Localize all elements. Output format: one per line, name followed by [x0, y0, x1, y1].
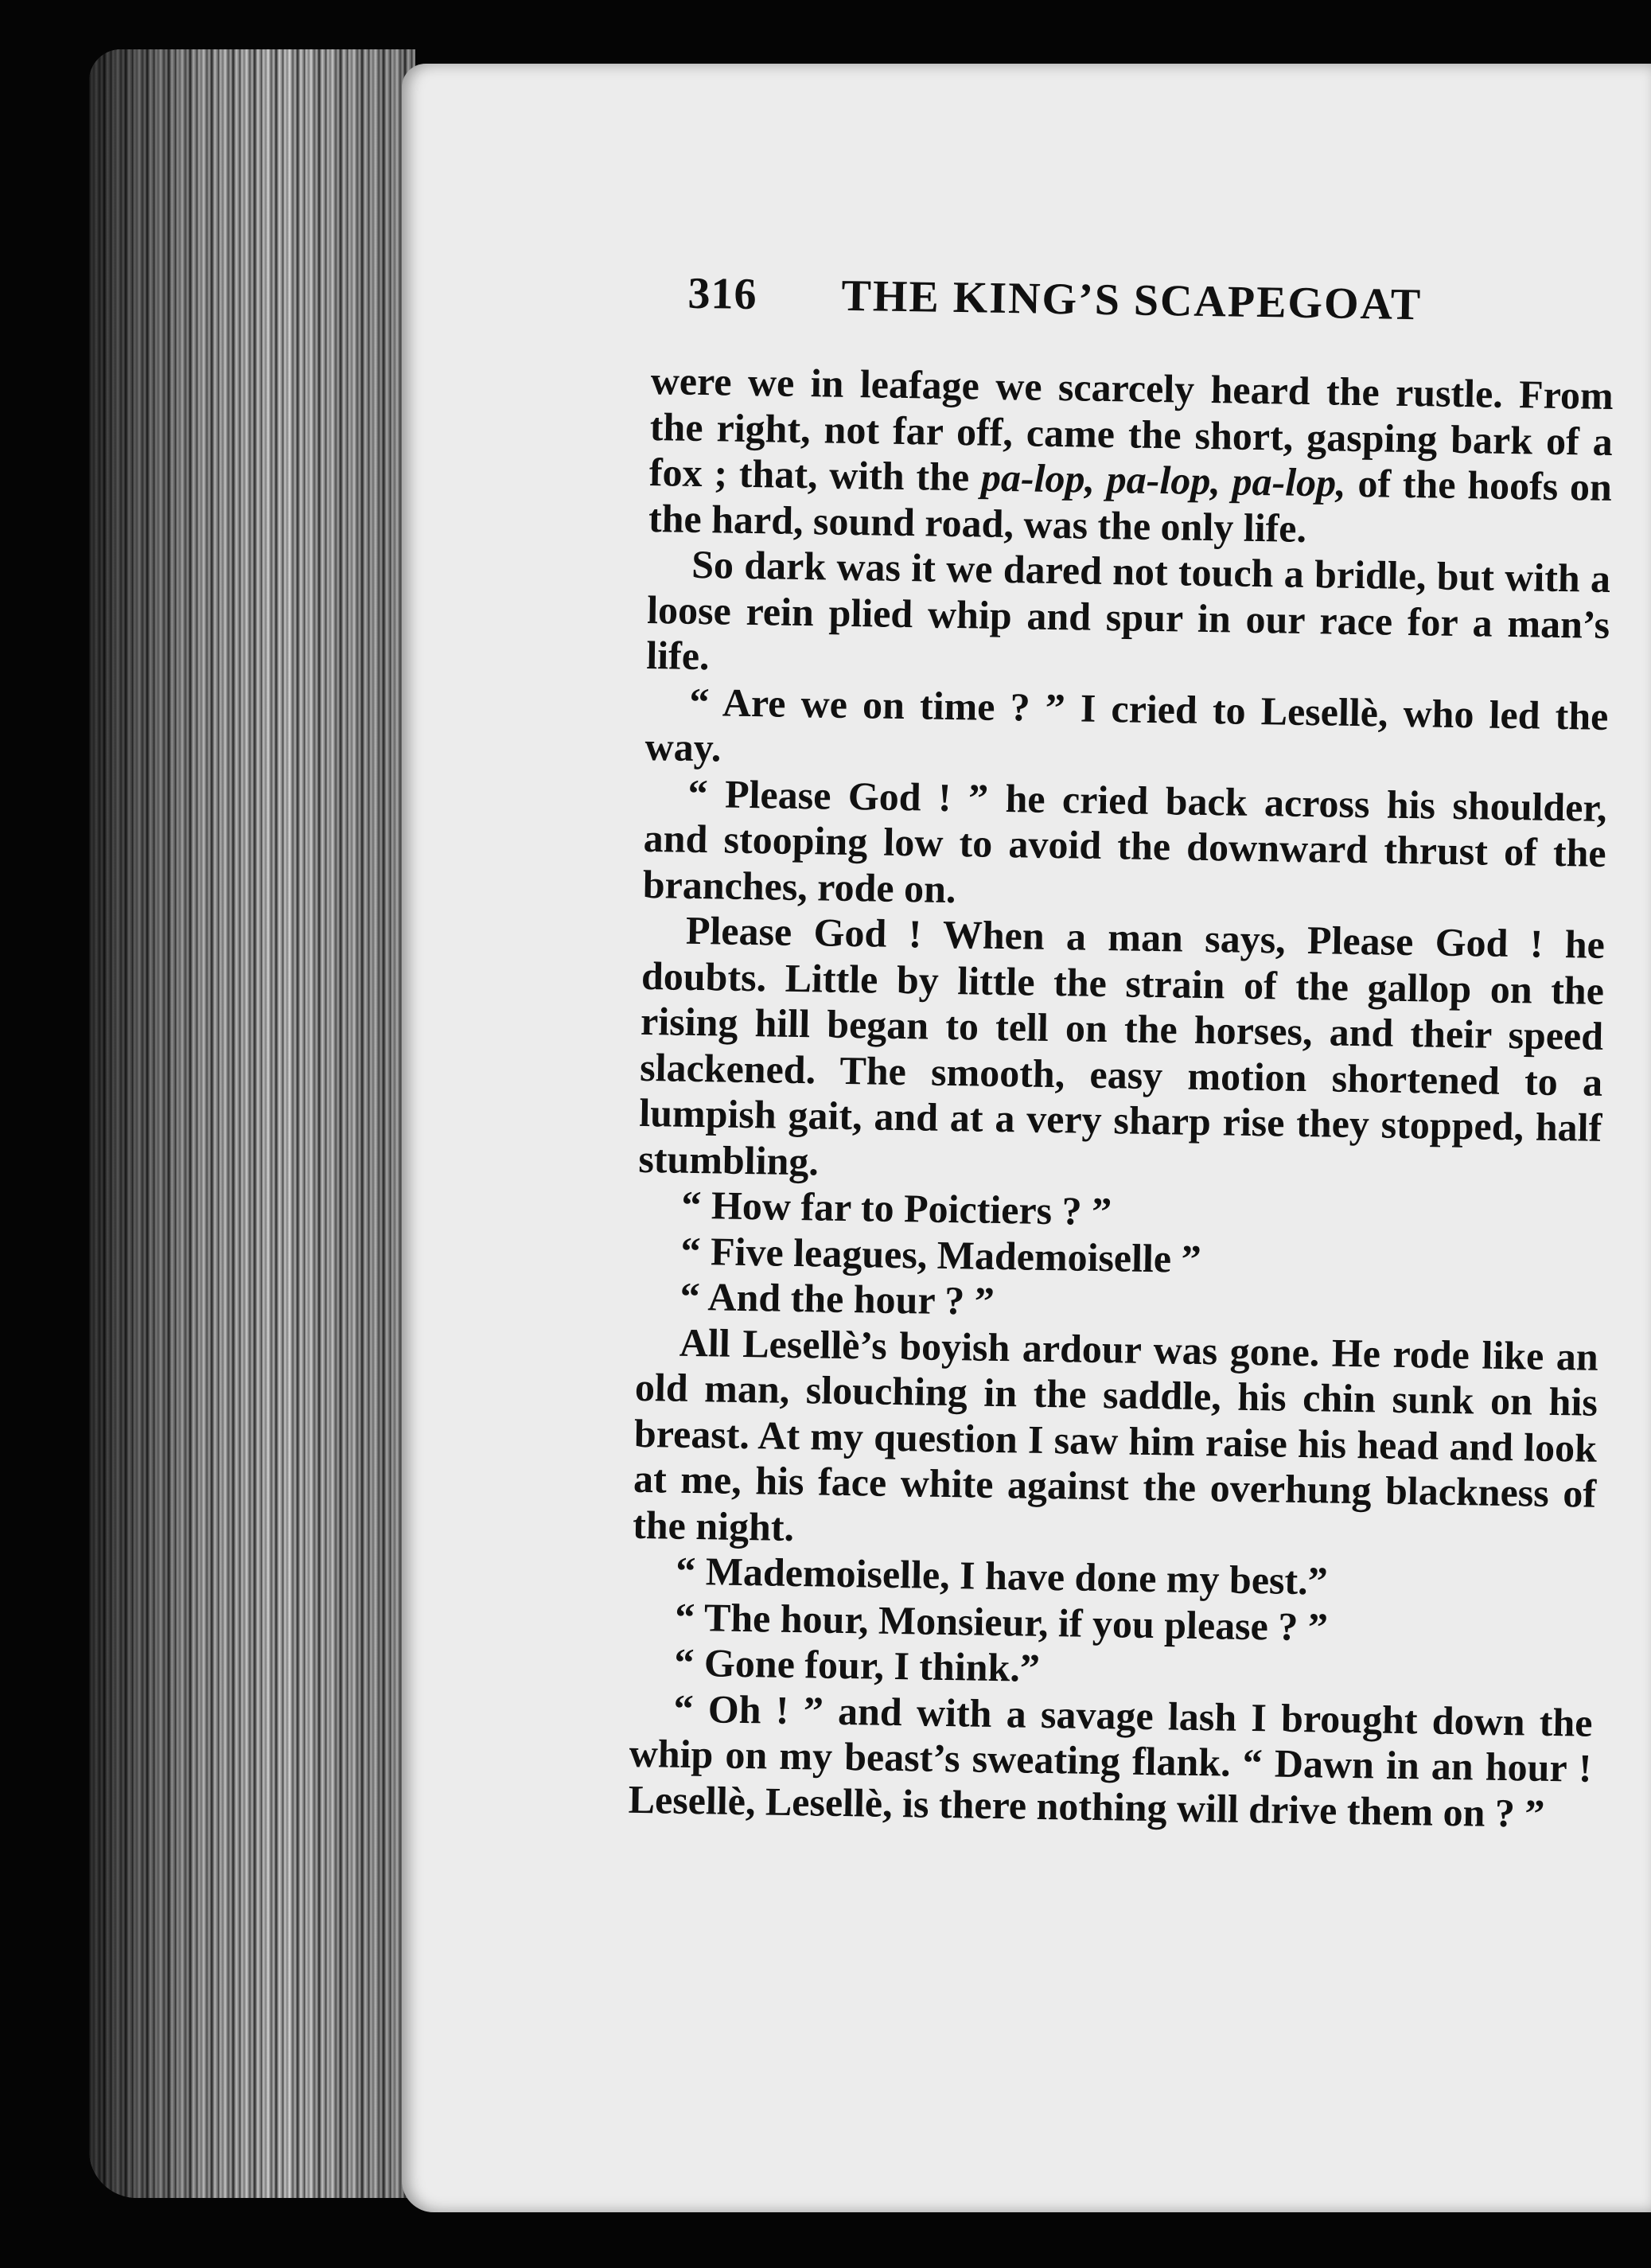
paragraph-13: “ Oh ! ” and with a savage lash I brought down the whip on my beast’s sweating flank. “ Dawn in an hour ! Lesellè, Lesellè, is there nothing will drive them on ? ”: [628, 1685, 1593, 1836]
paragraph-4: “ Please God ! ” he cried back across his shoulder, and stooping low to avoid the downward thrust of the branches, rode on.: [642, 770, 1607, 911]
paragraph-7: “ Five leagues, Mademoiselle ”: [680, 1228, 1202, 1281]
page-number: 316: [687, 268, 758, 320]
running-head: [651, 268, 1615, 373]
paragraph-3: “ Are we on time ? ” I cried to Lesellè, who led the way.: [644, 679, 1609, 770]
paragraph-1: [648, 358, 1614, 556]
paragraph-11: “ The hour, Monsieur, if you please ? ”: [675, 1594, 1329, 1650]
paragraph-1-text-end: of the hoofs on the hard, sound road, was the only life.: [648, 460, 1613, 551]
paragraph-2: So dark was it we dared not touch a bridle, but with a loose rein plied whip and spur in our race for a man’s life.: [645, 541, 1611, 679]
paragraph-9: All Lesellè’s boyish ardour was gone. He rode like an old man, slouching in the saddle, his chin sunk on his breast. At my question I saw him raise his head and look at me, his face white against the overhung blackness of the night.: [632, 1319, 1599, 1549]
page-text-block: [628, 268, 1614, 1837]
paragraph-8: “ And the hour ? ”: [679, 1273, 995, 1323]
paragraph-1-text-start: were we in leafage we scarcely heard the rustle. From the right, not far off, came the short, gasping bark of a fox ; that, with the: [648, 357, 1614, 500]
paragraph-5: Please God ! When a man says, Please God ! he doubts. Little by little the strain of the gallop on the rising hill began to tell on the horses, and their speed slackened. The smooth, easy motion shortened to a lumpish gait, and at a very sharp rise they stopped, half stumbling.: [638, 907, 1606, 1183]
hoof-sound-italic: pa-lop, pa-lop, pa-lop,: [980, 454, 1347, 505]
book-edge-shadow: [89, 49, 415, 2198]
paragraph-6: “ How far to Poictiers ? ”: [681, 1182, 1112, 1234]
paragraph-12: “ Gone four, I think.”: [674, 1639, 1041, 1690]
paragraph-10: “ Mademoiselle, I have done my best.”: [675, 1548, 1329, 1604]
book-title: THE KING’S SCAPEGOAT: [841, 271, 1423, 330]
